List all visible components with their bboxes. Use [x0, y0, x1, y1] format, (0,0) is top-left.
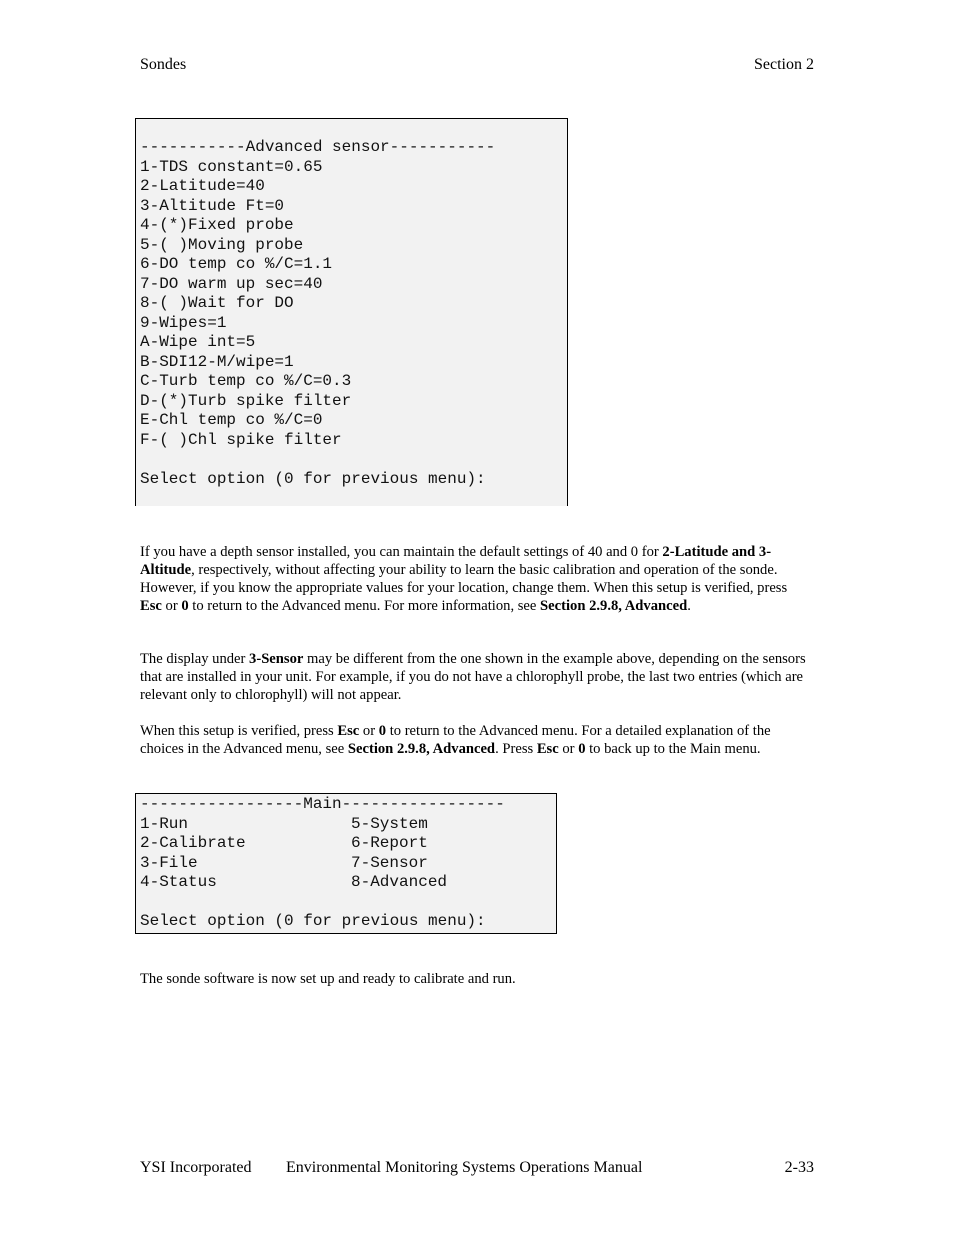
blank-line	[140, 893, 556, 913]
menu-line: 8-( )Wait for DO	[140, 294, 294, 312]
text: , respectively, without affecting your ability to learn the basic calibration and operation of the sonde. However, if you know the appropriate values for your location, change them. When this setup is verified, press	[140, 562, 788, 596]
text: . Press	[495, 741, 537, 757]
main-menu	[135, 793, 557, 934]
menu-option: 4-Status	[140, 873, 217, 891]
menu-line: E-Chl temp co %/C=0	[140, 411, 323, 429]
menu-option: 6-Report	[351, 834, 428, 852]
paragraph-latitude-altitude	[140, 543, 808, 615]
header-left: Sondes	[140, 56, 187, 73]
menu-line: A-Wipe int=5	[140, 333, 256, 351]
menu-line: B-SDI12-M/wipe=1	[140, 352, 294, 371]
menu-line: 9-Wipes=1	[140, 313, 227, 332]
menu-line: 3-Altitude Ft=0	[140, 196, 285, 215]
text: may be different from the one shown in the example above, depending on the sensors that are installed in your unit. For example, if you do not have a chlorophyll probe, the last two entries (which are relevant only to chlorophyll) will not appear.	[140, 651, 806, 703]
text: to return to the Advanced menu. For more information, see	[188, 598, 541, 614]
bold-text: 3-Sensor	[249, 651, 304, 667]
menu-option: 8-Advanced	[351, 873, 448, 891]
bold-text: 0	[181, 598, 189, 614]
menu-line: F-( )Chl spike filter	[140, 430, 342, 449]
bold-text: Esc	[337, 723, 360, 739]
advanced-sensor-menu	[135, 118, 568, 506]
bold-text: Esc	[536, 741, 559, 757]
menu-line: D-(*)Turb spike filter	[140, 391, 352, 410]
bold-text: 2-Latitude and 3-Altitude	[140, 544, 772, 578]
main-menu-row	[140, 815, 556, 835]
paragraph-return-menu	[140, 722, 808, 758]
footer-company: YSI Incorporated	[140, 1159, 252, 1176]
menu-prompt: Select option (0 for previous menu):	[140, 469, 486, 488]
bold-text: 0	[578, 741, 586, 757]
text: The display under	[140, 651, 250, 667]
text: or	[359, 723, 379, 739]
menu-option: 3-File	[140, 853, 198, 872]
bold-text: Section 2.9.8, Advanced	[540, 598, 688, 614]
footer-manual-title: Environmental Monitoring Systems Operations Manual	[286, 1159, 643, 1176]
menu-line: 1-TDS constant=0.65	[140, 157, 323, 176]
main-menu-row	[140, 873, 556, 893]
menu-line: C-Turb temp co %/C=0.3	[140, 372, 352, 390]
text: When this setup is verified, press	[140, 723, 338, 739]
main-menu-row	[140, 834, 556, 854]
menu-line	[140, 450, 567, 470]
main-menu-row	[140, 854, 556, 874]
menu-line: 6-DO temp co %/C=1.1	[140, 255, 333, 273]
menu-line: 5-( )Moving probe	[140, 235, 304, 254]
menu-option: 1-Run	[140, 814, 189, 833]
menu-option: 2-Calibrate	[140, 834, 246, 852]
header-right: Section 2	[754, 56, 814, 73]
text: to back up to the Main menu.	[585, 741, 761, 757]
main-menu-prompt: Select option (0 for previous menu):	[140, 912, 486, 930]
menu-line: 4-(*)Fixed probe	[140, 216, 294, 234]
paragraph-sensor-display	[140, 650, 808, 704]
main-menu-title: -----------------Main-----------------	[140, 795, 505, 813]
menu-option: 7-Sensor	[351, 853, 428, 872]
text: .	[687, 598, 691, 614]
menu-line: -----------Advanced sensor-----------	[140, 138, 496, 156]
menu-line: 7-DO warm up sec=40	[140, 274, 323, 293]
text: or	[558, 741, 579, 757]
text: or	[161, 598, 182, 614]
bold-text: Esc	[140, 598, 162, 614]
text: If you have a depth sensor installed, you can maintain the default settings of 40 and 0 for	[140, 544, 663, 560]
bold-text: 0	[378, 723, 387, 739]
text: to return to the Advanced menu. For a detailed explanation of the choices in the Advanced menu, see	[140, 723, 771, 757]
menu-option: 5-System	[351, 814, 428, 833]
menu-line: 2-Latitude=40	[140, 177, 265, 195]
footer-page-number: 2-33	[784, 1159, 814, 1176]
paragraph-ready: The sonde software is now set up and ready to calibrate and run.	[140, 971, 516, 987]
bold-text: Section 2.9.8, Advanced	[347, 741, 496, 757]
